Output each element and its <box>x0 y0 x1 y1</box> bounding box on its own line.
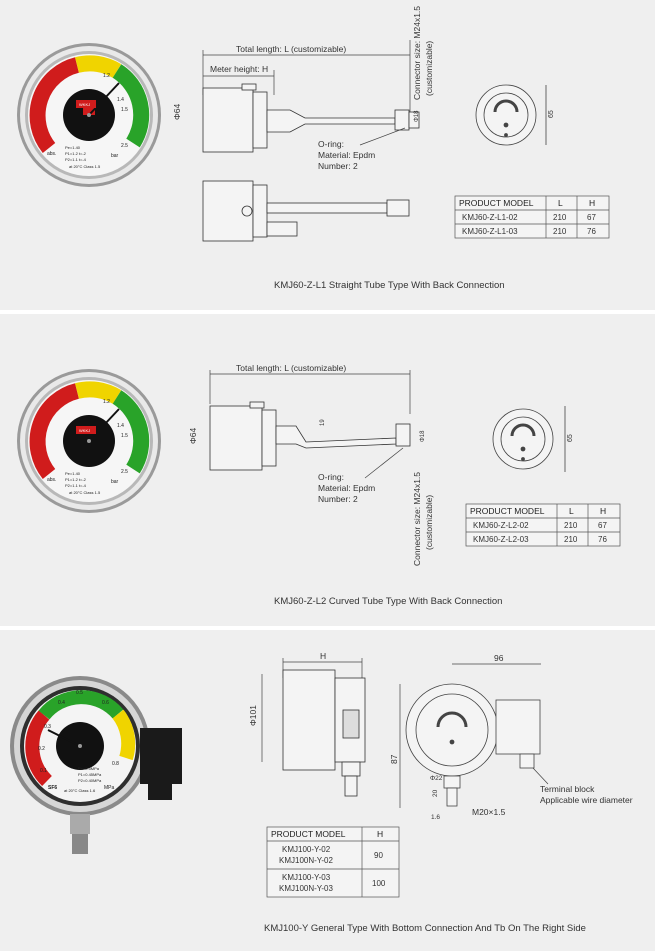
table-cell: KMJ60-Z-L2-03 <box>473 535 529 544</box>
dim-19: 19 <box>320 419 326 426</box>
gauge-scale-label: 1.5 <box>121 107 128 113</box>
gauge-scale-label: 1.4 <box>117 97 124 103</box>
table-cell: 210 <box>553 227 567 236</box>
total-length-label: Total length: L (customizable) <box>236 44 347 54</box>
gauge-abs-label: abs. <box>47 151 57 157</box>
table-header: PRODUCT MODEL <box>459 198 534 208</box>
gauge-scale-label: 1.2 <box>103 399 110 405</box>
connector-custom-label: (customizable) <box>424 494 434 550</box>
gauge-scale-label: 0.8 <box>112 761 119 767</box>
table-cell: 90 <box>374 851 383 860</box>
oring-material: Material: Epdm <box>318 150 376 160</box>
section-caption: KMJ60-Z-L1 Straight Tube Type With Back Connection <box>274 280 505 291</box>
table-header: PRODUCT MODEL <box>271 829 346 839</box>
gauge-legend: P1=0.45MPa <box>78 772 102 777</box>
wire-diameter-label: Applicable wire diameter <box>540 795 633 805</box>
gauge-legend: P2=0.40MPa <box>78 778 102 783</box>
gauge-photo-3 <box>10 676 182 854</box>
gauge-scale-label: 0.1 <box>40 768 47 774</box>
total-length-label: Total length: L (customizable) <box>236 363 347 373</box>
table-cell: 67 <box>598 521 607 530</box>
dim-phi64: Φ64 <box>188 427 198 444</box>
gauge-scale-label: 2.5 <box>121 469 128 475</box>
gauge-scale-label: 0.4 <box>58 700 65 706</box>
dim-96: 96 <box>494 653 504 663</box>
oring-number: Number: 2 <box>318 161 358 171</box>
table-cell: 76 <box>598 535 607 544</box>
front-view-2 <box>493 406 565 472</box>
gauge-scale-label: 1.5 <box>121 433 128 439</box>
dim-87: 87 <box>389 754 399 764</box>
brand-logo: WKKJ <box>79 428 91 433</box>
table-cell: 76 <box>587 227 596 236</box>
table-cell: KMJ100-Y-03 <box>282 873 331 882</box>
terminal-block-label: Terminal block <box>540 784 595 794</box>
brand-logo: WKKJ <box>79 102 91 107</box>
panel-straight-tube <box>0 0 655 310</box>
front-view-1 <box>476 85 546 145</box>
dim-h: H <box>320 651 327 661</box>
connector-size-label: Connector size: M24x1.5 <box>412 5 422 100</box>
table-header: H <box>377 829 384 839</box>
table-cell: KMJ100-Y-02 <box>282 845 331 854</box>
thread-size: M20×1.5 <box>472 807 506 817</box>
oring-number: Number: 2 <box>318 494 358 504</box>
panel-bottom-connection <box>0 630 655 951</box>
gauge-photo-2 <box>17 369 161 513</box>
dim-65: 65 <box>548 110 555 118</box>
dim-65: 65 <box>567 434 574 442</box>
gauge-unit-label: bar <box>111 153 119 159</box>
table-cell: 67 <box>587 213 596 222</box>
section-caption: KMJ100-Y General Type With Bottom Connection And Tb On The Right Side <box>264 923 586 934</box>
table-cell: KMJ60-Z-L1-02 <box>462 213 518 222</box>
table-cell: KMJ100N-Y-03 <box>279 884 333 893</box>
gauge-scale-label: 0.2 <box>38 746 45 752</box>
gauge-scale-label: 0.5 <box>76 690 83 696</box>
gauge-photo-1 <box>17 43 161 187</box>
table-cell: 210 <box>564 521 578 530</box>
gauge-legend: Pe=1.40 <box>65 145 81 150</box>
gauge-legend: P2=1.1 t=-4 <box>65 483 86 488</box>
panel-curved-tube <box>0 314 655 626</box>
table-cell: KMJ60-Z-L1-03 <box>462 227 518 236</box>
gauge-abs-label: abs. <box>47 477 57 483</box>
table-header: L <box>569 506 574 516</box>
dim-phi64: Φ64 <box>172 103 182 120</box>
gauge-unit-label: MPa <box>104 785 115 791</box>
gauge-scale-label: 0.6 <box>102 700 109 706</box>
gauge-class-text: at 20°C Class 1.5 <box>69 164 101 169</box>
oring-material: Material: Epdm <box>318 483 376 493</box>
table-cell: 210 <box>553 213 567 222</box>
dim-phi22: Φ22 <box>430 775 443 782</box>
meter-height-label: Meter height: H <box>210 64 269 74</box>
oring-label: O-ring: <box>318 139 344 149</box>
gauge-sf6-label: SF6 <box>48 785 58 791</box>
dim-20: 20 <box>432 789 439 797</box>
connector-custom-label: (customizable) <box>424 40 434 96</box>
table-header: L <box>558 198 563 208</box>
table-cell: 100 <box>372 879 386 888</box>
gauge-legend: P2=1.1 t=-4 <box>65 157 86 162</box>
table-header: H <box>600 506 607 516</box>
gauge-legend: Pe=1.40 <box>65 471 81 476</box>
gauge-class-text: at 20°C Class 1.5 <box>69 490 101 495</box>
model-table-2 <box>466 504 620 546</box>
gauge-scale-label: 1.4 <box>117 423 124 429</box>
dim-phi18: Φ18 <box>414 110 420 122</box>
front-view-3 <box>406 684 540 806</box>
gauge-legend: P1=1.2 t=-2 <box>65 151 86 156</box>
model-table-3 <box>267 827 399 897</box>
model-table-1 <box>455 196 609 238</box>
section-caption: KMJ60-Z-L2 Curved Tube Type With Back Connection <box>274 596 503 607</box>
dim-1-6: 1.6 <box>431 814 441 821</box>
table-cell: KMJ60-Z-L2-02 <box>473 521 529 530</box>
dim-phi18: Φ18 <box>420 430 426 442</box>
gauge-unit-label: bar <box>111 479 119 485</box>
gauge-scale-label: 1.2 <box>103 73 110 79</box>
gauge-legend: Pe=0.5MPa <box>78 766 100 771</box>
dim-phi101: Φ101 <box>248 705 258 726</box>
gauge-class-text: at 20°C Class 1.6 <box>64 788 96 793</box>
oring-label: O-ring: <box>318 472 344 482</box>
table-cell: 210 <box>564 535 578 544</box>
table-cell: KMJ100N-Y-02 <box>279 856 333 865</box>
table-header: H <box>589 198 596 208</box>
table-header: PRODUCT MODEL <box>470 506 545 516</box>
gauge-scale-label: 0.3 <box>44 724 51 730</box>
connector-size-label: Connector size: M24x1.5 <box>412 471 422 566</box>
gauge-legend: P1=1.2 t=-2 <box>65 477 86 482</box>
gauge-scale-label: 2.5 <box>121 143 128 149</box>
